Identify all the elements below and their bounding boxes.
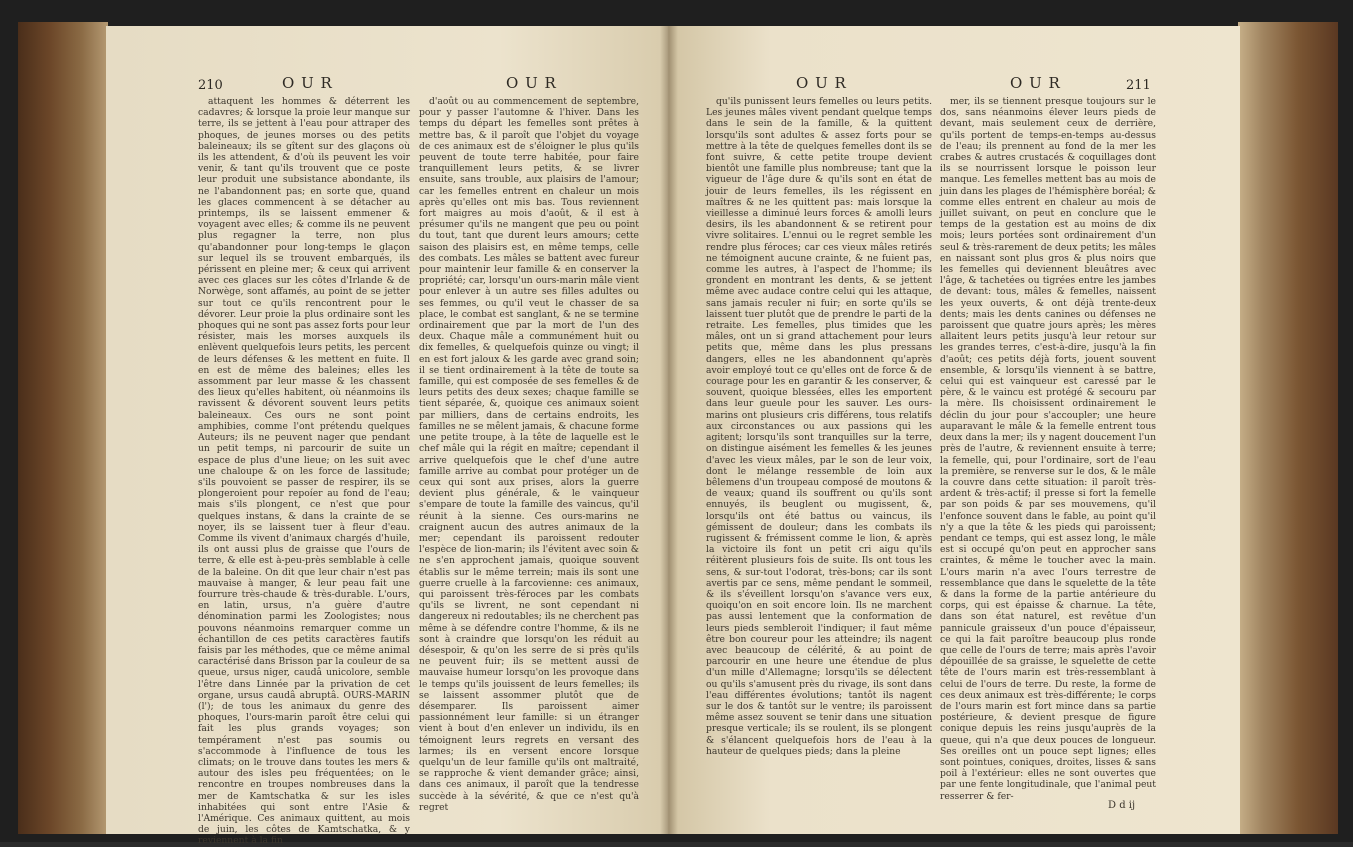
left-page <box>106 26 668 847</box>
right-col1-text: qu'ils punissent leurs femelles ou leurs petits. Les jeunes mâles vivent pendant quelque temps dans le sein de la famille, & la quittent lorsqu'ils sont adultes & assez forts pour se mettre à la tête de quelques femelles dont ils se font suivre, & cette petite troupe devient bientôt une famille plus nombreuse; tant que la vigueur de l'âge dure & qu'ils sont en état de jouir de leurs femelles, ils les régissent en maîtres & ne les quittent pas: mais lorsque la vieillesse a diminué leurs forces & amolli leurs desirs, ils les abandonnent & se retirent pour vivre solitaires. L'ennui ou le regret semble les rendre plus féroces; car ces vieux mâles retirés ne témoignent aucune crainte, & ne fuient pas, comme les autres, à l'aspect de l'homme; ils grondent en montrant les dents, & se jettent même avec audace contre celui qui les attaque, sans jamais reculer ni fuir; en sorte qu'ils se laissent tuer plutôt que de prendre le parti de la retraite. Les femelles, plus timides que les mâles, ont un si grand attachement pour leurs petits que, même dans les plus pressans dangers, elles ne les abandonnent qu'après avoir employé tout ce qu'elles ont de force & de courage pour les en garantir & les conserver, & souvent, quoique blessées, elles les emportent dans leur gueule pour les sauver. Les ours-marins ont plusieurs cris différens, tous relatifs aux circonstances ou aux passions qui les agitent; lorsqu'ils sont tranquilles sur la terre, on distingue aisément les femelles & les jeunes d'avec les vieux mâles, par le son de leur voix, dont le mélange ressemble de loin aux bêlemens d'un troupeau composé de moutons & de veaux; quand ils souffrent ou qu'ils sont ennuyés, ils beuglent ou mugissent, &, lorsqu'ils ont été battus ou vaincus, ils gémissent de douleur; dans les combats ils rugissent & frémissent comme le lion, & après la victoire ils font un petit cri aigu qu'ils réitèrent plusieurs fois de suite. Ils ont tous les sens, & sur-tout l'odorat, très-bons; car ils sont avertis par ce sens, même pendant le sommeil, & ils s'éveillent lorsqu'on s'avance vers eux, quoiqu'on en soit encore loin. Ils ne marchent pas aussi lentement que la conformation de leurs pieds sembleroit l'indiquer; il faut même être bon coureur pour les atteindre; ils nagent avec beaucoup de célérité, & au point de parcourir en une heure une étendue de plus d'un mille d'Allemagne; lorsqu'ils se délectent ou qu'ils s'amusent près du rivage, ils sont dans l'eau différentes évolutions; tantôt ils nagent sur le dos & tantôt sur le ventre; ils paroissent même assez souvent se tenir dans une situation presque verticale; ils se roulent, ils se plongent & s'élancent quelquefois hors de l'eau à la hauteur de quelques pieds; dans la pleine <box>706 96 932 757</box>
left-page-column-2 <box>419 96 639 812</box>
running-head-right-col1: O U R <box>796 74 847 92</box>
running-head-left-col1: O U R <box>282 74 333 92</box>
right-page-edges <box>1238 22 1338 834</box>
right-col2-text: mer, ils se tiennent presque toujours sur le dos, sans néanmoins élever leurs pieds de devant, mais seulement ceux de derrière, qu'ils portent de temps-en-temps au-dessus de l'eau; ils prennent au fond de la mer les crabes & autres crustacés & coquillages dont ils se nourrissent lorsque le poisson leur manque. Les femelles mettent bas au mois de juin dans les plages de l'hémisphère boréal; & comme elles entrent en chaleur au mois de juillet suivant, on peut en conclure que le temps de la gestation est au moins de dix mois; leurs portées sont ordinairement d'un seul & très-rarement de deux petits; les mâles en naissant sont plus gros & plus noirs que les femelles qui deviennent bleuâtres avec l'âge, & tachetées ou tigrées entre les jambes de devant: tous, mâles & femelles, naissent les yeux ouverts, & ont déjà trente-deux dents; mais les dents canines ou défenses ne paroissent que quatre jours après; les mères allaitent leurs petits jusqu'à leur retour sur les grandes terres, c'est-à-dire, jusqu'à la fin d'août; ces petits déjà forts, jouent souvent ensemble, & lorsqu'ils viennent à se battre, celui qui est vainqueur est caressé par le père, & le vaincu est protégé & secouru par la mère. Ils choisissent ordinairement le déclin du jour pour s'accoupler; une heure auparavant le mâle & la femelle entrent tous deux dans la mer; ils y nagent doucement l'un près de l'autre, & reviennent ensuite à terre; la femelle, qui, pour l'ordinaire, sort de l'eau la première, se renverse sur le dos, & le mâle la couvre dans cette situation: il paroît très-ardent & très-actif; il presse si fort la femelle par son poids & par ses mouvemens, qu'il l'enfonce souvent dans le fable, au point qu'il n'y a que la tête & les pieds qui paroissent; pendant ce temps, qui est assez long, le mâle est si occupé qu'on peut en approcher sans craintes, & même le toucher avec la main. L'ours marin n'a avec l'ours terrestre de ressemblance que dans le squelette de la tête & dans la forme de la partie antérieure du corps, qui est épaisse & charnue. La tête, dans son état naturel, est revêtue d'un pannicule graisseux d'un pouce d'épaisseur, ce qui la fait paroître beaucoup plus ronde que celle de l'ours de terre; mais après l'avoir dépouillée de sa graisse, le squelette de cette tête de l'ours marin est très-ressemblant à celui de l'ours de terre. Du reste, la forme de ces deux animaux est très-différente; le corps de l'ours marin est fort mince dans sa partie postérieure, & devient presque de figure conique depuis les reins jusqu'auprès de la queue, qui n'a que deux pouces de longueur. Ses oreilles ont un pouce sept lignes; elles sont pointues, coniques, droites, lisses & sans poil à l'extérieur: elles ne sont ouvertes que par une fente longitudinale, que l'animal peut resserrer & fer- <box>940 96 1156 802</box>
left-col1-text: attaquent les hommes & déterrent les cadavres; & lorsque la proie leur manque sur terre, ils se jettent à l'eau pour attraper des phoques, de jeunes morses ou des petits baleineaux; ils se gîtent sur des glaçons où ils les attendent, & d'où ils peuvent les voir venir, & tant qu'ils trouvent que ce poste leur produit une subsistance abondante, ils ne l'abandonnent pas; en sorte que, quand les glaces commencent à se détacher au printemps, ils se laissent emmener & voyagent avec elles; & comme ils ne peuvent plus regagner la terre, non plus qu'abandonner pour long-temps le glaçon sur lequel ils se trouvent embarqués, ils périssent en pleine mer; & ceux qui arrivent avec ces glaces sur les côtes d'Irlande & de Norwège, sont affamés, au point de se jetter sur tout ce qu'ils rencontrent pour le dévorer. Leur proie la plus ordinaire sont les phoques qui ne sont pas assez forts pour leur résister, mais les morses auxquels ils enlèvent quelquefois leurs petits, les percent de leurs défenses & les mettent en fuite. Il en est de même des baleines; elles les assomment par leur masse & les chassent des lieux qu'elles habitent, où néanmoins ils ravissent & dévorent souvent leurs petits baleineaux. Ces ours ne sont point amphibies, comme l'ont prétendu quelques Auteurs; ils ne peuvent nager que pendant un petit temps, ni parcourir de suite un espace de plus d'une lieue; on les suit avec une chaloupe & on les force de lassitude; s'ils pouvoient se passer de respirer, ils se plongeroient pour repoíer au fond de l'eau; mais s'ils plongent, ce n'est que pour quelques instans, & dans la crainte de se noyer, ils se laissent tuer à fleur d'eau. Comme ils vivent d'animaux chargés d'huile, ils ont aussi plus de graisse que l'ours de terre, & elle est à-peu-près semblable à celle de la baleine. On dit que leur chair n'est pas mauvaise à manger, & leur peau fait une fourrure très-chaude & très-durable. L'ours, en latin, ursus, n'a guère d'autre dénomination parmi les Zoologistes; nous pouvons néanmoins remarquer comme un échantillon de ces petits caractères fautifs faisis par les méthodes, que ce même animal caractérisé dans Brisson par la couleur de sa queue, ursus niger, caudâ unicolore, semble l'être dans Linnée par la privation de cet organe, ursus caudâ abruptâ. OURS-MARIN (l'); de tous les animaux du genre des phoques, l'ours-marin paroît être celui qui fait les plus grands voyages; son tempérament n'est pas soumis ou s'accommode à l'influence de tous les climats; on le trouve dans toutes les mers & autour des isles peu fréquentées; on le rencontre en troupes nombreuses dans la mer de Kamtschatka & sur les isles inhabitées qui sont entre l'Asie & l'Amérique. Ces animaux quittent, au mois de juin, les côtes de Kamtschatka, & y reviennent à la fin <box>198 96 410 847</box>
running-head-left-col2: O U R <box>506 74 557 92</box>
right-page-column-2 <box>940 96 1156 802</box>
book-gutter <box>660 26 678 834</box>
signature-mark: D d ij <box>1108 800 1136 811</box>
left-page-edges <box>18 22 108 834</box>
right-page <box>668 26 1240 834</box>
page-number-right: 211 <box>1126 78 1151 93</box>
page-number-left: 210 <box>198 78 223 93</box>
running-head-right-col2: O U R <box>1010 74 1061 92</box>
left-col2-text: d'août ou au commencement de septembre, pour y passer l'automne & l'hiver. Dans les temps du départ les femelles sont prêtes à mettre bas, & il paroît que l'objet du voyage de ces animaux est de s'éloigner le plus qu'ils peuvent de toute terre habitée, pour faire tranquillement leurs petits, & se livrer ensuite, sans trouble, aux plaisirs de l'amour; car les femelles entrent en chaleur un mois après qu'elles ont mis bas. Tous reviennent fort maigres au mois d'août, & il est à présumer qu'ils ne mangent que peu ou point du tout, tant que durent leurs amours; cette saison des plaisirs est, en même temps, celle des combats. Les mâles se battent avec fureur pour maintenir leur famille & en conserver la propriété; car, lorsqu'un ours-marin mâle vient pour enlever à un autre ses filles adultes ou ses femmes, ou qu'il veut le chasser de sa place, le combat est sanglant, & ne se termine ordinairement que par la mort de l'un des deux. Chaque mâle a communément huit ou dix femelles, & quelquefois quinze ou vingt; il en est fort jaloux & les garde avec grand soin; il se tient ordinairement à la tête de toute sa famille, qui est composée de ses femelles & de leurs petits des deux sexes; chaque famille se tient séparée, &, quoique ces animaux soient par milliers, dans de certains endroits, les familles ne se mêlent jamais, & chacune forme une petite troupe, à la tête de laquelle est le chef mâle qui la régit en maître; cependant il arrive quelquefois que le chef d'une autre famille arrive au combat pour protéger un de ceux qui sont aux prises, alors la guerre devient plus générale, & le vainqueur s'empare de toute la famille des vaincus, qu'il réunit à la sienne. Ces ours-marins ne craignent aucun des autres animaux de la mer; cependant ils paroissent redouter l'espèce de lion-marin; ils l'évitent avec soin & ne s'en approchent jamais, quoique souvent établis sur le même terrein; mais ils sont une guerre cruelle à la farcovienne: ces animaux, qui paroissent très-féroces par les combats qu'ils se livrent, ne sont cependant ni dangereux ni redoutables; ils ne cherchent pas même à se défendre contre l'homme, & ils ne sont à craindre que lorsqu'on les réduit au désespoir, & qu'on les serre de si près qu'ils ne peuvent fuir; ils se mettent aussi de mauvaise humeur lorsqu'on les provoque dans le temps qu'ils jouissent de leurs femelles; ils se laissent assommer plutôt que de désemparer. Ils paroissent aimer passionnément leur famille: si un étranger vient à bout d'en enlever un individu, ils en témoignent leurs regrets en versant des larmes; ils en versent encore lorsque quelqu'un de leur famille qu'ils ont maltraité, se rapproche & vient demander grâce; ainsi, dans ces animaux, il paroît que la tendresse succède à la sévérité, & que ce n'est qu'à regret <box>419 96 639 813</box>
right-page-column-1 <box>706 96 932 812</box>
left-page-column-1 <box>198 96 410 847</box>
